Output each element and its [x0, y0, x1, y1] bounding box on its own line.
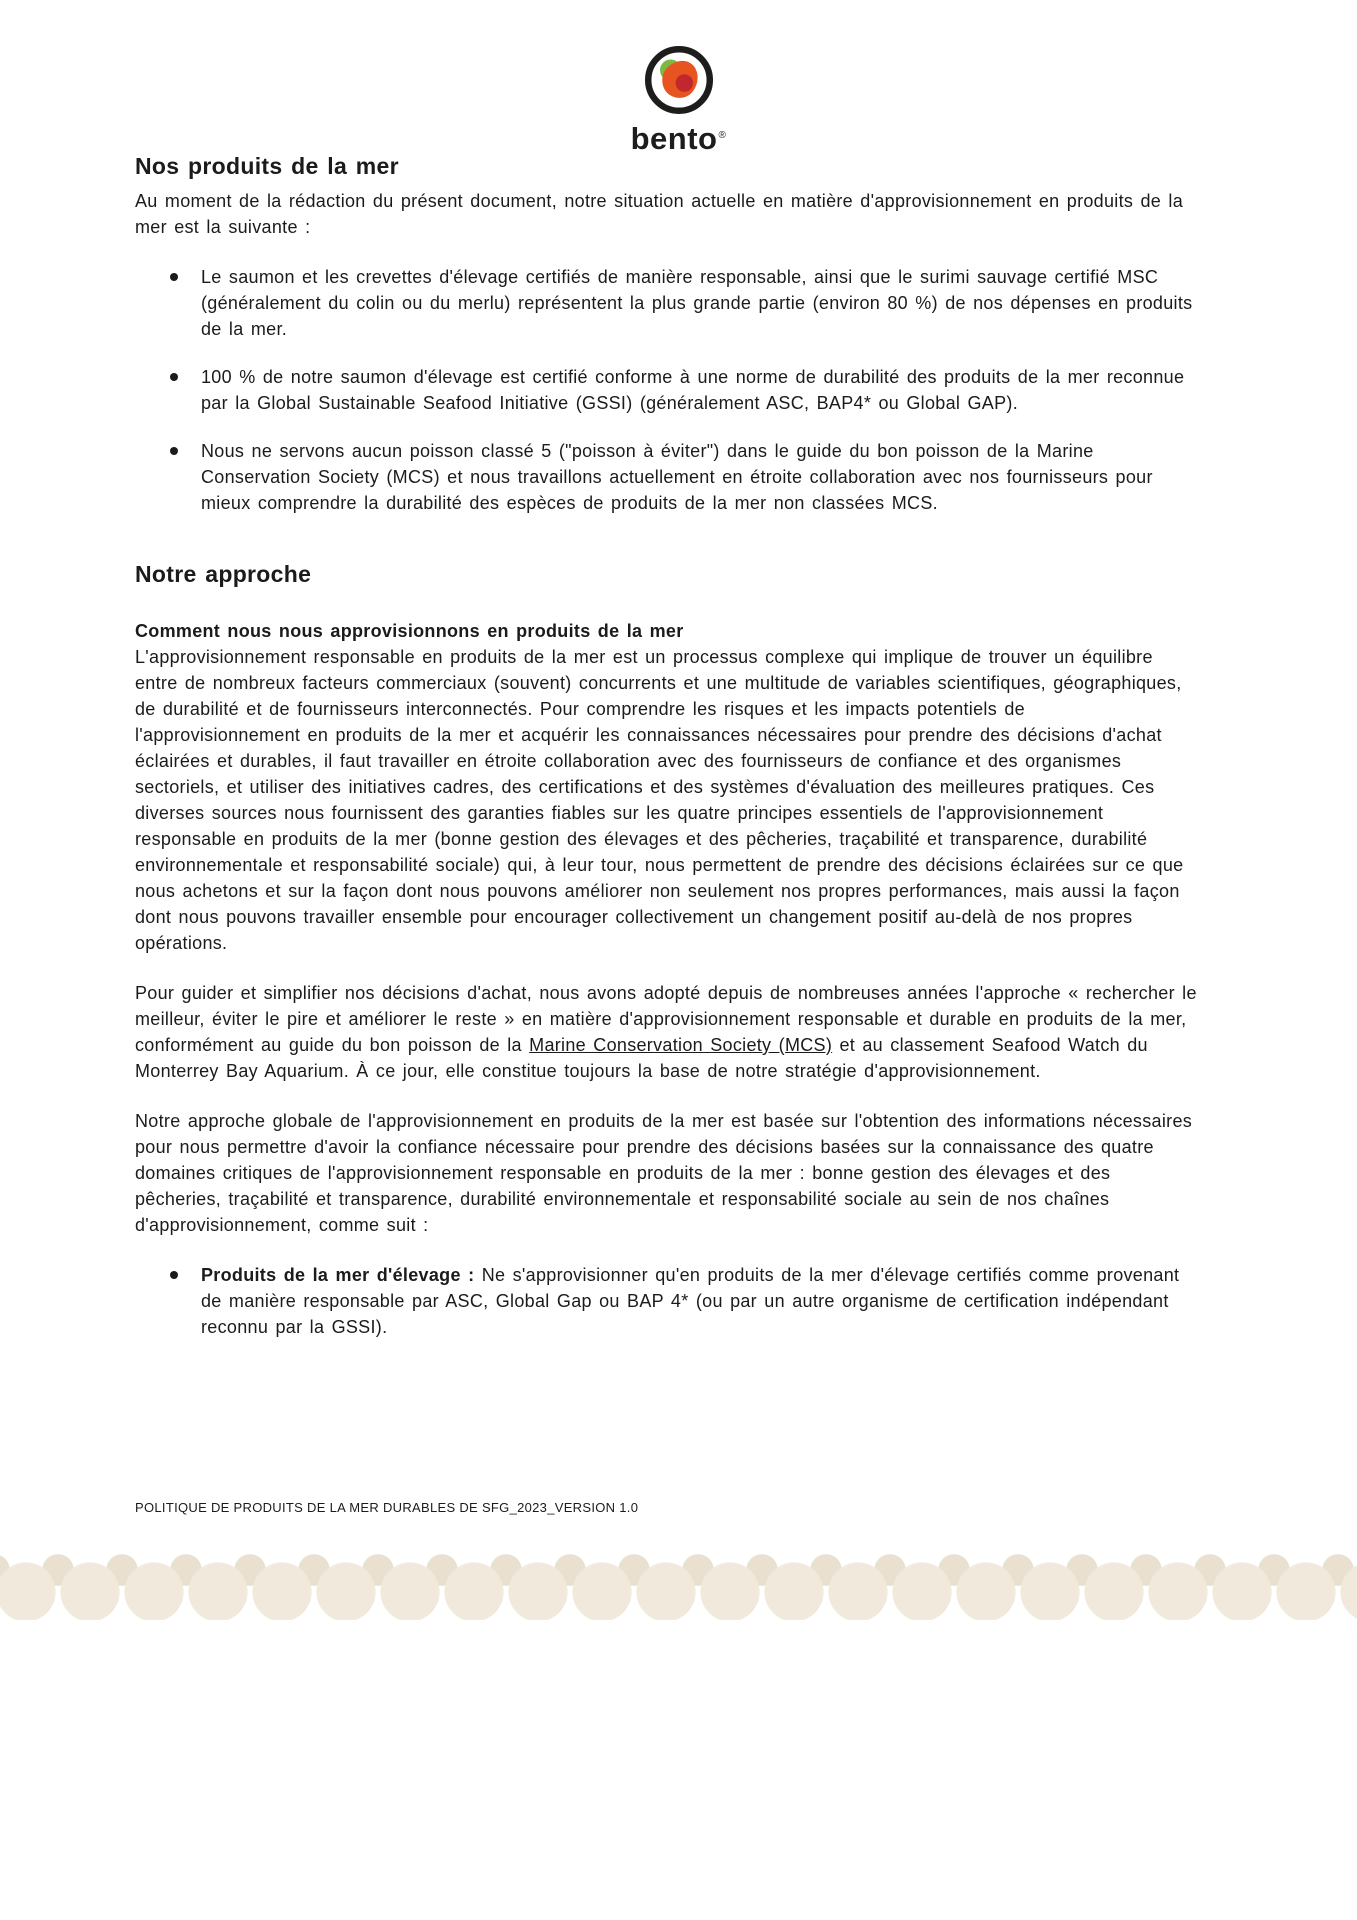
logo-core-shape — [675, 74, 692, 91]
approach-bullet-farmed-seafood — [201, 1262, 1197, 1340]
approach-subtitle: Comment nous nous approvisionnons en produits de la mer — [135, 621, 684, 641]
footer-policy-text: POLITIQUE DE PRODUITS DE LA MER DURABLES DE SFG_2023_VERSION 1.0 — [135, 1500, 639, 1515]
decorative-dots-border — [0, 1554, 1357, 1620]
approach-paragraph-2-after: et au classement Seafood Watch du Monterrey Bay Aquarium. À ce jour, elle constitue toujours la base de notre stratégie d'approvisionnement. — [135, 1035, 1148, 1081]
approach-bullet-text: Ne s'approvisionner qu'en produits de la mer d'élevage certifiés comme provenant de manière responsable par ASC, Global Gap ou BAP 4* (ou par un autre organisme de certification indépendant reconnu par la GSSI). — [201, 1265, 1180, 1337]
seafood-bullet-item-2: 100 % de notre saumon d'élevage est certifié conforme à une norme de durabilité des produits de la mer reconnue par la Global Sustainable Seafood Initiative (GSSI) (généralement ASC, BAP4* ou Global GAP). — [201, 364, 1197, 416]
page-footer — [135, 1500, 638, 1515]
brand-wordmark-text: bento — [630, 121, 718, 156]
approach-paragraph-2 — [135, 980, 1197, 1084]
seafood-bullet-item-3: Nous ne servons aucun poisson classé 5 ("poisson à éviter") dans le guide du bon poisson de la Marine Conservation Society (MCS) et nous travaillons actuellement en étroite collaboration avec nos fournisseurs pour mieux comprendre la durabilité des espèces de produits de la mer non classées MCS. — [201, 438, 1197, 516]
approach-paragraph-3: Notre approche globale de l'approvisionnement en produits de la mer est basée sur l'obtention des informations nécessaires pour nous permettre d'avoir la confiance nécessaire pour prendre des décisions basées sur la connaissance des quatre domaines critiques de l'approvisionnement responsable en produits de la mer : bonne gestion des élevages et des pêcheries, traçabilité et transparence, durabilité environnementale et responsabilité sociale au sein de nos chaînes d'approvisionnement, comme suit : — [135, 1111, 1193, 1235]
approach-paragraph-1: L'approvisionnement responsable en produits de la mer est un processus complexe qui implique de trouver un équilibre entre de nombreux facteurs commerciaux (souvent) concurrents et une multitude de variables scientifiques, géographiques, de durabilité et de fournisseurs interconnectés. Pour comprendre les risques et les impacts potentiels de l'approvisionnement en produits de la mer et acquérir les connaissances nécessaires pour prendre des décisions d'achat éclairées et durables, il faut travailler en étroite collaboration avec des fournisseurs de confiance et des organismes sectoriels, et utiliser des initiatives cadres, des certifications et des systèmes d'évaluation des meilleures pratiques. Ces diverses sources nous fournissent des garanties fiables sur les quatre principes essentiels de l'approvisionnement responsable en produits de la mer (bonne gestion des élevages et des pêcheries, traçabilité et transparence, durabilité environnementale et responsabilité sociale) qui, à leur tour, nous permettent de prendre des décisions éclairées sur ce que nous achetons et sur la façon dont nous pouvons améliorer non seulement nos propres performances, mais aussi la façon dont nous pouvons travailler ensemble pour encourager collectivement un changement positif au-delà de nos propres opérations. — [135, 647, 1184, 953]
approach-bullet-lead: Produits de la mer d'élevage : — [201, 1265, 475, 1285]
section-title-approach: Notre approche — [135, 561, 312, 587]
section-title-seafood: Nos produits de la mer — [135, 153, 399, 179]
mcs-guide-link[interactable]: Marine Conservation Society (MCS) — [529, 1035, 833, 1055]
approach-paragraph-2-before: Pour guider et simplifier nos décisions d'achat, nous avons adopté depuis de nombreuses années l'approche « rechercher le meilleur, éviter le pire et améliorer le reste » en matière d'approvisionnement responsable et durable en produits de la mer, conformément au guide du bon poisson de la — [135, 983, 1197, 1055]
seafood-intro-paragraph: Au moment de la rédaction du présent document, notre situation actuelle en matière d'approvisionnement en produits de la mer est la suivante : — [135, 191, 1184, 237]
brand-header — [0, 42, 1357, 157]
approach-bullet-list — [135, 1262, 1197, 1340]
trademark-mark: ® — [718, 129, 727, 141]
bento-logo-icon — [641, 42, 717, 118]
seafood-bullet-list — [135, 264, 1197, 516]
document-body — [135, 152, 1197, 1342]
seafood-bullet-item-1: Le saumon et les crevettes d'élevage certifiés de manière responsable, ainsi que le surimi sauvage certifié MSC (généralement du colin ou du merlu) représentent la plus grande partie (environ 80 %) de nos dépenses en produits de la mer. — [201, 264, 1197, 342]
